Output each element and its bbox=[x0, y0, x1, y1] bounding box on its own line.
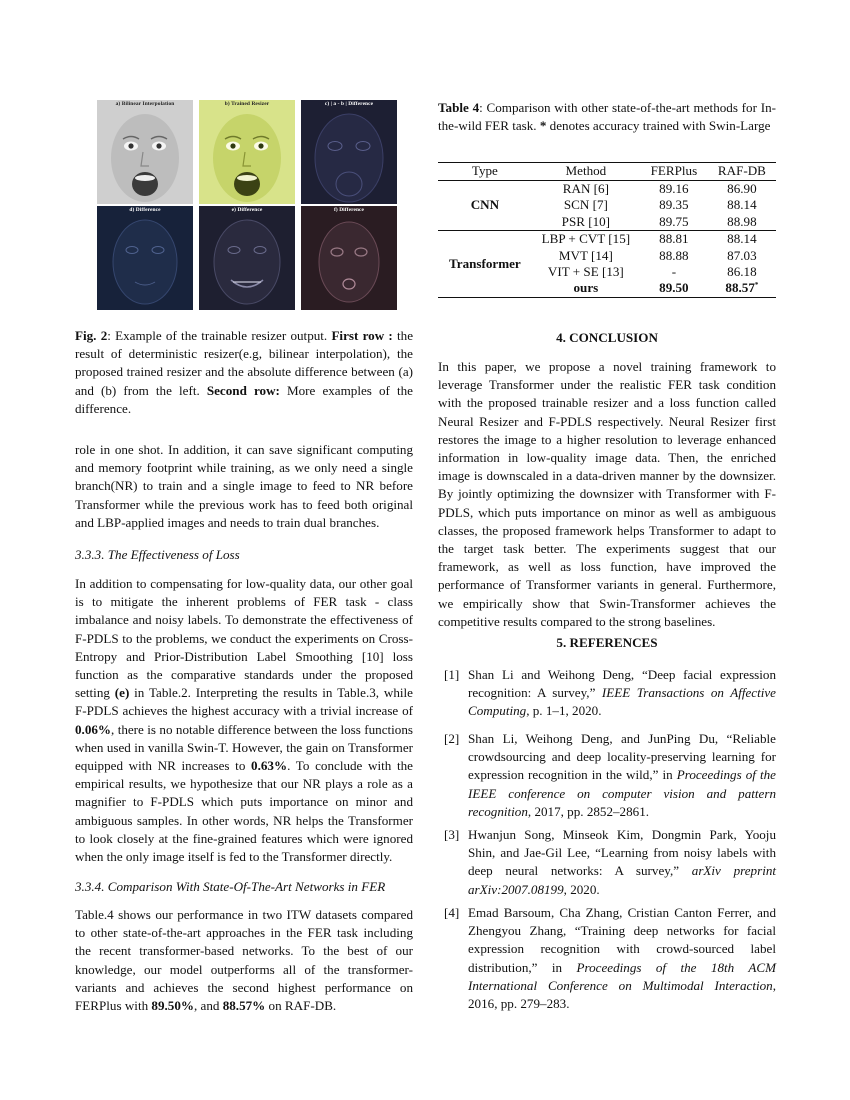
rafdb-cell: 88.14 bbox=[727, 231, 757, 247]
table-header-row bbox=[438, 163, 776, 181]
left-paragraph-3 bbox=[75, 906, 413, 1015]
text-bold: 0.06% bbox=[75, 721, 112, 737]
reference-text: , p. 1–1, 2020. bbox=[526, 703, 602, 719]
method-cell: LBP + CVT [15] bbox=[541, 231, 631, 247]
table-row bbox=[438, 231, 776, 248]
type-cell: CNN bbox=[438, 181, 532, 231]
method-cell: PSR [10] bbox=[532, 214, 640, 231]
reference-text: , 2016, pp. 279–283. bbox=[468, 977, 776, 1012]
ferplus-cell: 88.88 bbox=[659, 247, 689, 263]
figure-panel-a bbox=[97, 100, 193, 204]
figure-resizer-examples bbox=[97, 100, 398, 316]
caption-bold: First row : bbox=[331, 328, 393, 343]
method-cell: ours bbox=[532, 280, 640, 297]
table-header: FERPlus bbox=[640, 163, 708, 181]
caption-text: : Example of the trainable resizer output. bbox=[107, 328, 332, 343]
text-bold: 0.63% bbox=[251, 758, 288, 774]
conclusion-heading: 4. CONCLUSION bbox=[556, 330, 658, 345]
difference-map bbox=[97, 206, 193, 310]
ferplus-cell: - bbox=[671, 264, 677, 280]
left-paragraph-1: role in one shot. In addition, it can save significant computing and memory footprint while training, as we only need a single branch(NR) to train and a single image to feed to NR before Transformer while the previous work has to feed both original and LBP-applied images and needs to train dual branches. bbox=[75, 442, 413, 530]
reference-item bbox=[438, 730, 776, 821]
ferplus-cell: 89.16 bbox=[659, 181, 689, 196]
ferplus-cell: 89.75 bbox=[640, 214, 708, 231]
left-paragraph-2 bbox=[75, 575, 413, 866]
panel-label: d) Difference bbox=[129, 207, 161, 213]
method-cell: RAN [6] bbox=[562, 181, 609, 196]
text-run: in Table.2. Interpreting the results in Table.3, while F-PDLS achieves the highest accuracy with a trivial increase of bbox=[75, 685, 413, 719]
type-cell: Transformer bbox=[438, 231, 532, 298]
rafdb-cell: 86.18 bbox=[727, 264, 757, 280]
table-header: Method bbox=[532, 163, 640, 181]
rafdb-cell: 87.03 bbox=[727, 247, 757, 263]
text-run: , there is no notable difference between the loss functions when used in vanilla Swin-T. However, the gain on Transformer equipped with NR increases to bbox=[75, 721, 413, 774]
rafdb-cell bbox=[708, 280, 776, 297]
reference-text: , 2017, pp. 2852–2861. bbox=[527, 803, 650, 819]
table-caption bbox=[438, 99, 776, 135]
caption-text: : Comparison with other state-of-the-art methods for In-the-wild FER task. bbox=[438, 100, 776, 134]
figure-panel-e bbox=[199, 206, 295, 310]
section-heading-3-3-3: 3.3.3. The Effectiveness of Loss bbox=[75, 547, 240, 562]
ferplus-cell: 88.81 bbox=[659, 231, 689, 247]
caption-text: More examples of the difference. bbox=[75, 382, 413, 416]
reference-item bbox=[438, 826, 776, 899]
difference-map bbox=[301, 100, 397, 204]
figure-panel-f bbox=[301, 206, 397, 310]
table-header: RAF-DB bbox=[708, 163, 776, 181]
panel-label: b) Trained Resizer bbox=[224, 101, 270, 107]
panel-label: e) Difference bbox=[231, 207, 263, 213]
text-run: In addition to compensating for low-quality data, our other goal is to mitigate the inherent problems of FER task - class imbalance and noisy labels. To demonstrate the effectiveness of F-PDLS to the problems, we conduct the experiments on Cross-Entropy and Prior-Distribution Label Smoothing [10] loss function as the comparative standards under the proposed setting bbox=[75, 576, 413, 701]
caption-text: the result of deterministic resizer(e.g, bilinear interpolation), the proposed trained resizer and the absolute difference between (a) and (b) from the left. bbox=[75, 328, 414, 398]
section-heading-3-3-4: 3.3.4. Comparison With State-Of-The-Art Networks in FER bbox=[75, 879, 386, 894]
panel-label: c) | a - b | Difference bbox=[324, 101, 374, 107]
table-caption-label: Table 4 bbox=[438, 100, 480, 115]
table-row bbox=[438, 181, 776, 198]
ferplus-cell: 89.35 bbox=[659, 197, 689, 213]
rafdb-cell: 88.14 bbox=[727, 197, 757, 213]
reference-number: [4] bbox=[444, 905, 460, 920]
comparison-table bbox=[438, 162, 776, 298]
text-run: . To conclude with the empirical results, we hypothesize that our NR plays a role as a magnifier to F-PDLS which puts importance on minor and ambiguous samples. In other words, NR helps the Transformer to look closely at the fine-grained features which were ignored when the only image itself is fed to the Transformer directly. bbox=[75, 758, 413, 865]
caption-text: denotes accuracy trained with Swin-Large bbox=[546, 118, 771, 134]
figure-panel-c bbox=[301, 100, 397, 204]
method-cell: SCN [7] bbox=[563, 197, 608, 213]
figure-caption bbox=[75, 327, 413, 418]
reference-venue: Proceedings of the 18th ACM International Conference on Multimodal Interaction bbox=[468, 959, 777, 993]
rafdb-value: 88.57 bbox=[725, 280, 755, 296]
reference-venue: Proceedings of the IEEE conference on computer vision and pattern recognition bbox=[468, 767, 776, 819]
star-marker: * bbox=[754, 281, 759, 290]
reference-number: [2] bbox=[444, 731, 460, 746]
caption-bold: Second row: bbox=[206, 382, 280, 398]
reference-item bbox=[438, 904, 776, 1013]
reference-number: [3] bbox=[444, 827, 460, 842]
panel-label: f) Difference bbox=[333, 207, 365, 213]
face-image bbox=[97, 100, 193, 204]
reference-text: Emad Barsoum, Cha Zhang, Cristian Canton Ferrer, and Zhengyou Zhang, “Training deep networks for facial expression recognition with crowd-sourced label distribution,” in bbox=[468, 905, 776, 975]
text-bold: 89.50% bbox=[151, 998, 194, 1014]
figure-caption-label: Fig. 2 bbox=[75, 328, 108, 343]
method-cell: VIT + SE [13] bbox=[547, 264, 624, 280]
panel-label: a) Bilinear Interpolation bbox=[115, 101, 175, 107]
reference-venue: IEEE Transactions on Affective Computing bbox=[468, 685, 776, 719]
text-run: on RAF-DB. bbox=[265, 998, 337, 1014]
ferplus-cell: 89.50 bbox=[640, 280, 708, 297]
reference-item bbox=[438, 666, 776, 721]
rafdb-cell: 88.98 bbox=[708, 214, 776, 231]
reference-text: Shan Li and Weihong Deng, “Deep facial expression recognition: A survey,” bbox=[468, 667, 776, 701]
figure-panel-b bbox=[199, 100, 295, 204]
rafdb-cell: 86.90 bbox=[727, 181, 757, 196]
face-image bbox=[199, 100, 295, 204]
references-heading: 5. REFERENCES bbox=[556, 635, 658, 650]
difference-map bbox=[199, 206, 295, 310]
reference-venue: arXiv preprint arXiv:2007.08199 bbox=[468, 863, 777, 897]
text-run: , and bbox=[193, 998, 223, 1014]
reference-text: Hwanjun Song, Minseok Kim, Dongmin Park, Yooju Shin, and Jae-Gil Lee, “Learning from noisy labels with deep neural networks: A survey,” bbox=[468, 827, 776, 879]
table-header: Type bbox=[438, 163, 532, 181]
text-bold: (e) bbox=[114, 685, 130, 701]
figure-panel-d bbox=[97, 206, 193, 310]
reference-text: Shan Li, Weihong Deng, and JunPing Du, “Reliable crowdsourcing and deep locality-preserving learning for expression recognition in the wild,” in bbox=[468, 731, 776, 783]
method-cell: MVT [14] bbox=[558, 247, 613, 263]
text-bold: 88.57% bbox=[222, 998, 266, 1014]
reference-text: , 2020. bbox=[563, 881, 600, 897]
reference-number: [1] bbox=[444, 667, 460, 682]
conclusion-paragraph: In this paper, we propose a novel training framework to leverage Transformer under the realistic FER task condition with the proposed trainable resizer and a loss function called Neural Resizer and F-PDLS respectively. Neural Resizer first restores the image to a higher resolution to leverage enhanced information in low-quality image data. Then, the enriched image is downscaled in a data-driven manner by the downsizer. By jointly optimizing the downsizer with Transformer with F-PDLS, which puts importance on minor as well as ambiguous classes, the proposed framework helps Transformer to adapt to the target task better. The experiments suggest that our framework, as well as loss function, have improved the performance of Transformer variants in general. Furthermore, we empirically show that Swin-Transformer achieves the competitive results compared to the strong baselines. bbox=[438, 359, 776, 629]
difference-map bbox=[301, 206, 397, 310]
text-run: Table.4 shows our performance in two ITW datasets compared to other state-of-the-art approaches in the FER task including the recent transformer-based networks. To the best of our knowledge, our model outperforms all of the transformer-variants and achieves the second highest performance on FERPlus with bbox=[75, 907, 413, 1014]
caption-star: * bbox=[539, 118, 547, 134]
